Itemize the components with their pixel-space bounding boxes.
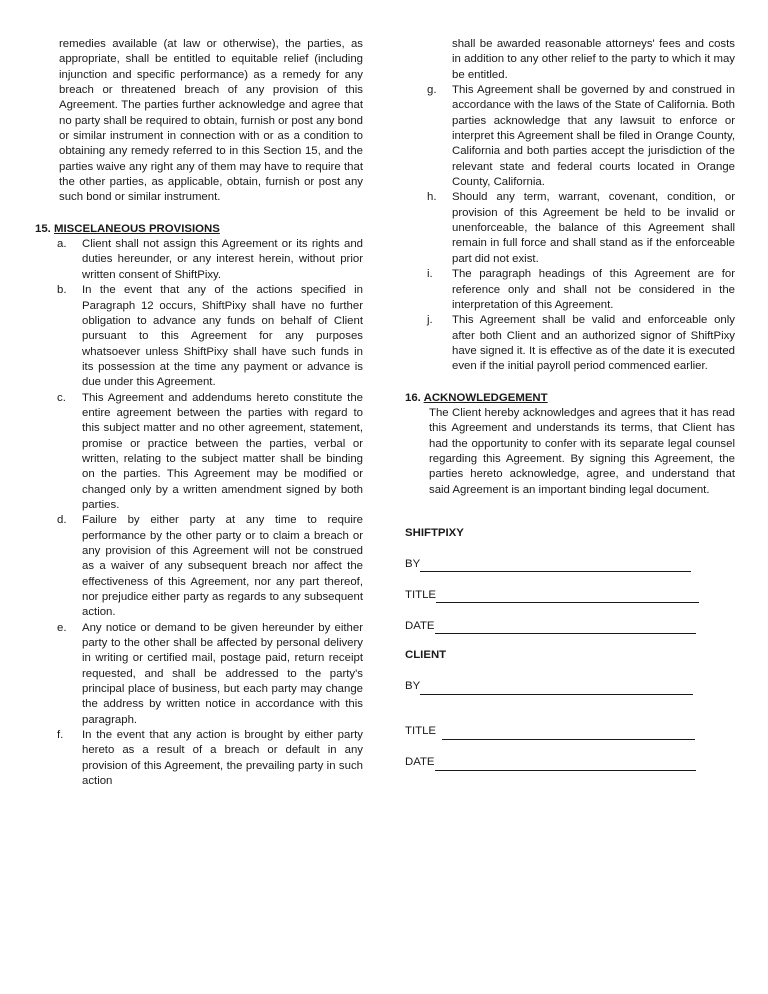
signature-block	[405, 526, 735, 771]
left-column	[35, 37, 363, 790]
clause-15d	[35, 513, 363, 620]
clause-text: The paragraph headings of this Agreement are for reference only and shall not be considered in the interpretation of this Agreement.	[452, 268, 735, 311]
shiftpixy-date-row	[405, 619, 735, 634]
client-by-row	[405, 680, 735, 695]
client-date-row	[405, 756, 735, 771]
date-label: DATE	[405, 756, 435, 769]
clause-text: This Agreement shall be valid and enforceable only after both Client and an authorized signor of ShiftPixy have signed it. It is effective as of the date it is executed even if the initial payroll period commenced earlier.	[452, 314, 735, 373]
client-date-signature-line[interactable]	[435, 758, 696, 771]
clause-label: c.	[57, 391, 66, 404]
clause-label: h.	[427, 191, 437, 204]
clause-15b	[35, 283, 363, 390]
clause-label: g.	[427, 84, 437, 97]
client-signature-title: CLIENT	[405, 649, 447, 662]
title-label: TITLE	[405, 588, 437, 601]
clause-label: f.	[57, 729, 64, 742]
section-15-list	[35, 237, 363, 789]
clause-15g	[405, 83, 735, 190]
client-title-signature-line[interactable]	[442, 727, 695, 740]
clause-15f	[35, 728, 363, 789]
title-label: TITLE	[405, 725, 437, 738]
section-15-title: MISCELANEOUS PROVISIONS	[54, 222, 220, 235]
clause-15i	[405, 267, 735, 313]
right-column	[405, 37, 735, 771]
section-16-title: ACKNOWLEDGEMENT	[423, 391, 548, 404]
clause-text: This Agreement shall be governed by and construed in accordance with the laws of the State of California. Both parties acknowledge that any lawsuit to enforce or interpret this Agreement shall be filed in Orange County, California and both parties accept the jurisdiction of the relevant state and federal courts located in Orange County, California.	[452, 84, 735, 189]
section-15-heading	[35, 222, 363, 237]
clause-15f-continued	[405, 37, 735, 83]
by-label: BY	[405, 680, 421, 693]
shiftpixy-title-row	[405, 588, 735, 603]
shiftpixy-date-signature-line[interactable]	[435, 621, 696, 634]
client-title-row	[405, 725, 735, 740]
clause-label: e.	[57, 621, 67, 634]
shiftpixy-signature-title: SHIFTPIXY	[405, 526, 464, 539]
clause-15a	[35, 237, 363, 283]
shiftpixy-by-row	[405, 557, 735, 572]
by-label: BY	[405, 557, 421, 570]
clause-15e	[35, 621, 363, 728]
clause-text: Any notice or demand to be given hereunder by either party to the other shall be affected by personal delivery in writing or certified mail, postage paid, return receipt requested, and shall be addressed to the party's principal place of business, but each party may change the address by written notice in accordance with this paragraph.	[82, 621, 363, 726]
clause-label: d.	[57, 514, 67, 527]
section-16-heading	[405, 391, 735, 406]
section-15-number: 15.	[35, 222, 51, 235]
clause-text: shall be awarded reasonable attorneys' fees and costs in addition to any other relief to the party to which it may be entitled.	[452, 38, 735, 81]
section-16-number: 16.	[405, 391, 421, 404]
clause-label: i.	[427, 268, 433, 281]
clause-text: In the event that any of the actions specified in Paragraph 12 occurs, ShiftPixy shall have no further obligation to advance any funds on behalf of Client pursuant to this Agreement for any purposes whatsoever unless ShiftPixy shall have such funds in its possession at the time any payment or advance is due under this Agreement.	[82, 284, 363, 389]
clause-text: Client shall not assign this Agreement or its rights and duties hereunder, or any interest herein, without prior written consent of ShiftPixy.	[82, 238, 363, 281]
date-label: DATE	[405, 619, 435, 632]
clause-text: Should any term, warrant, covenant, condition, or provision of this Agreement be held to be invalid or unenforceable, the balance of this Agreement shall remain in full force and shall stand as if the enforceable part did not exist.	[452, 191, 735, 265]
shiftpixy-title-signature-line[interactable]	[436, 590, 699, 603]
clause-text: Failure by either party at any time to require performance by the other party or to claim a breach or any provision of this Agreement will not be construed as a waiver of any subsequent breach nor affect the effectiveness of this Agreement, nor any part thereof, nor prejudice either party as regards to any subsequent action.	[82, 514, 363, 619]
shiftpixy-by-signature-line[interactable]	[420, 559, 691, 572]
acknowledgement-paragraph: The Client hereby acknowledges and agrees that it has read this Agreement and understands its terms, that Client has had the opportunity to confer with its separate legal counsel regarding this Agreement. By signing this Agreement, the parties hereto acknowledge, agree, and understand that said Agreement is an important binding legal document.	[429, 406, 735, 496]
clause-label: a.	[57, 238, 67, 251]
clause-label: j.	[427, 314, 433, 327]
clause-text: This Agreement and addendums hereto constitute the entire agreement between the parties with regard to this subject matter and no other agreement, statement, promise or practice between the parties, verbal or written, relating to the subject matter shall be binding on the parties. This Agreement may be modified or changed only by a written amendment signed by both parties.	[82, 391, 363, 511]
clause-15j	[405, 313, 735, 374]
clause-15c	[35, 391, 363, 514]
remedies-paragraph: remedies available (at law or otherwise), the parties, as appropriate, shall be entitled to equitable relief (including injunction and specific performance) as a remedy for any breach or threatened breach of any provision of this Agreement. The parties further acknowledge and agree that no party shall be required to obtain, furnish or post any bond or similar instrument in connection with or as a condition to obtaining any remedy referred to in this Section 15, and the parties waive any right any of them may have to require that the other parties, as applicable, obtain, furnish or post any such bond or similar instrument.	[59, 38, 363, 204]
client-by-signature-line[interactable]	[420, 682, 693, 695]
clause-15h	[405, 190, 735, 267]
clause-label: b.	[57, 284, 67, 297]
clause-text: In the event that any action is brought by either party hereto as a result of a breach or default in any provision of this Agreement, the prevailing party in such action	[82, 729, 363, 788]
